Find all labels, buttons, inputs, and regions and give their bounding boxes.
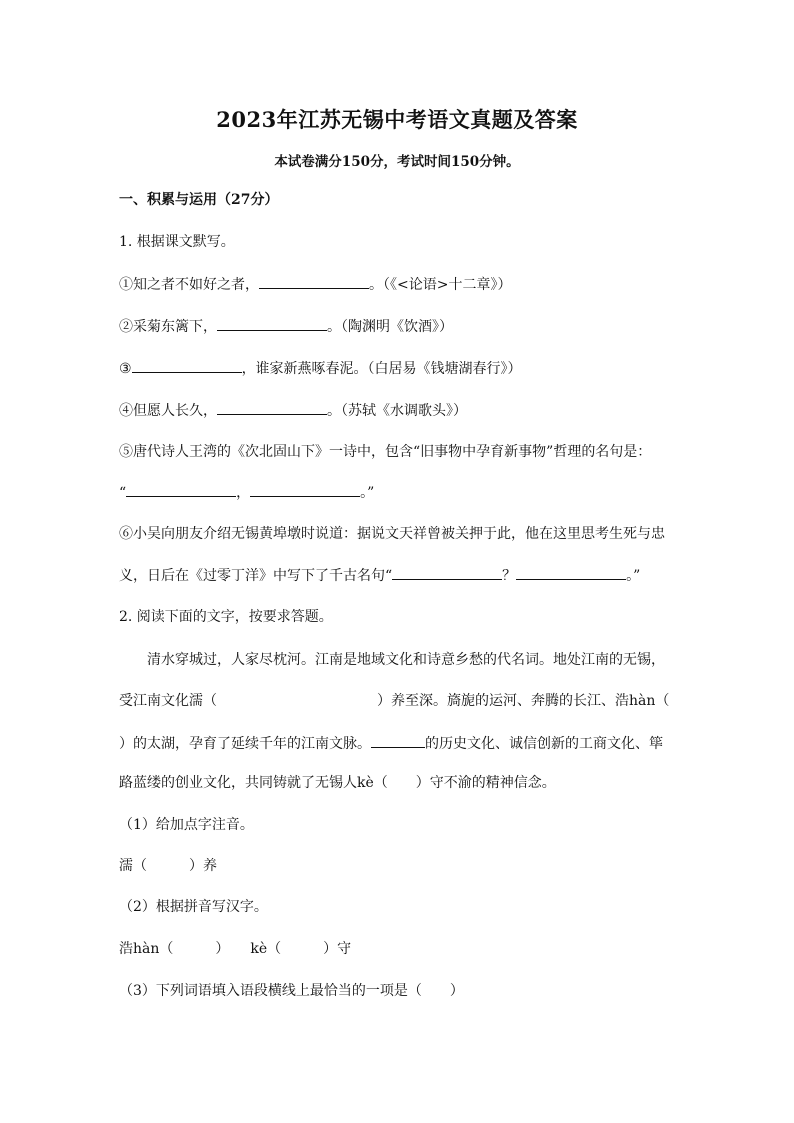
- page-title: 2023年江苏无锡中考语文真题及答案: [216, 107, 578, 132]
- answer-blank[interactable]: [132, 358, 242, 373]
- passage-line-1: 清水穿城过，人家尽枕河。江南是地域文化和诗意乡愁的代名词。地处江南的无锡，: [147, 652, 665, 668]
- question-2-prompt: 2. 阅读下面的文字，按要求答题。: [119, 609, 333, 625]
- answer-blank[interactable]: [259, 274, 369, 289]
- comma: ，: [236, 485, 251, 501]
- page-subtitle: 本试卷满分150分，考试时间150分钟。: [274, 154, 520, 170]
- answer-blank[interactable]: [250, 482, 360, 497]
- passage-line-2: [119, 691, 669, 711]
- section-heading: 一、积累与运用（27分）: [119, 192, 279, 208]
- q1-item-5-line-2: [119, 482, 374, 503]
- q1-item-1-before: ①知之者不如好之者，: [119, 277, 259, 293]
- close-quote: 。”: [626, 568, 641, 584]
- sub-question-1-answer[interactable]: 濡（ ）养: [119, 858, 217, 874]
- passage-line-2-before: 受江南文化濡（: [119, 693, 217, 709]
- q1-item-3: [119, 358, 522, 379]
- sub-question-2-answer[interactable]: 浩hàn（ ） kè（ ）守: [119, 941, 352, 957]
- q1-item-3-before: ③: [119, 361, 132, 377]
- answer-blank[interactable]: [516, 565, 626, 580]
- question-mark: ？: [502, 568, 517, 584]
- q1-item-2: [119, 316, 453, 337]
- q1-item-3-after: ，谁家新燕啄春泥。（白居易《钱塘湖春行》）: [241, 361, 522, 377]
- q1-item-2-after: 。（陶渊明《饮酒》）: [327, 319, 453, 335]
- q1-item-4-after: 。（苏轼《水调歌头》）: [327, 403, 467, 419]
- q1-item-2-before: ②采菊东篱下，: [119, 319, 217, 335]
- q1-item-6-before: 义，日后在《过零丁洋》中写下了千古名句“: [119, 568, 393, 584]
- passage-line-4: 路蓝缕的创业文化，共同铸就了无锡人kè（ ）守不渝的精神信念。: [119, 775, 556, 791]
- sub-question-3: （3）下列词语填入语段横线上最恰当的一项是（ ）: [119, 983, 464, 999]
- close-quote: 。”: [360, 485, 375, 501]
- answer-blank[interactable]: [217, 400, 327, 415]
- open-quote: “: [119, 485, 127, 501]
- answer-blank[interactable]: [392, 565, 502, 580]
- passage-line-3: [119, 733, 663, 754]
- passage-line-3-after: 的历史文化、诚信创新的工商文化、筚: [425, 736, 663, 752]
- question-1-prompt: 1. 根据课文默写。: [119, 234, 235, 250]
- q1-item-1: [119, 274, 511, 295]
- answer-blank[interactable]: [126, 482, 236, 497]
- q1-item-1-after: 。（《<论语>十二章》）: [369, 277, 512, 293]
- passage-line-2-after: ）养至深。旖旎的运河、奔腾的长江、浩hàn（: [377, 693, 670, 709]
- answer-blank[interactable]: [371, 733, 425, 748]
- sub-question-2: （2）根据拼音写汉字。: [119, 899, 268, 915]
- passage-line-3-before: ）的太湖，孕育了延续千年的江南文脉。: [119, 736, 371, 752]
- q1-item-4-before: ④但愿人长久，: [119, 403, 217, 419]
- sub-question-1: （1）给加点字注音。: [119, 817, 254, 833]
- q1-item-6-line-1: ⑥小吴向朋友介绍无锡黄埠墩时说道：据说文天祥曾被关押于此，他在这里思考生死与忠: [119, 526, 665, 542]
- q1-item-5-line-1: ⑤唐代诗人王湾的《次北固山下》一诗中，包含“旧事物中孕育新事物”哲理的名句是：: [119, 444, 652, 460]
- q1-item-4: [119, 400, 467, 421]
- q1-item-6-line-2: [119, 565, 640, 586]
- answer-blank[interactable]: [217, 316, 327, 331]
